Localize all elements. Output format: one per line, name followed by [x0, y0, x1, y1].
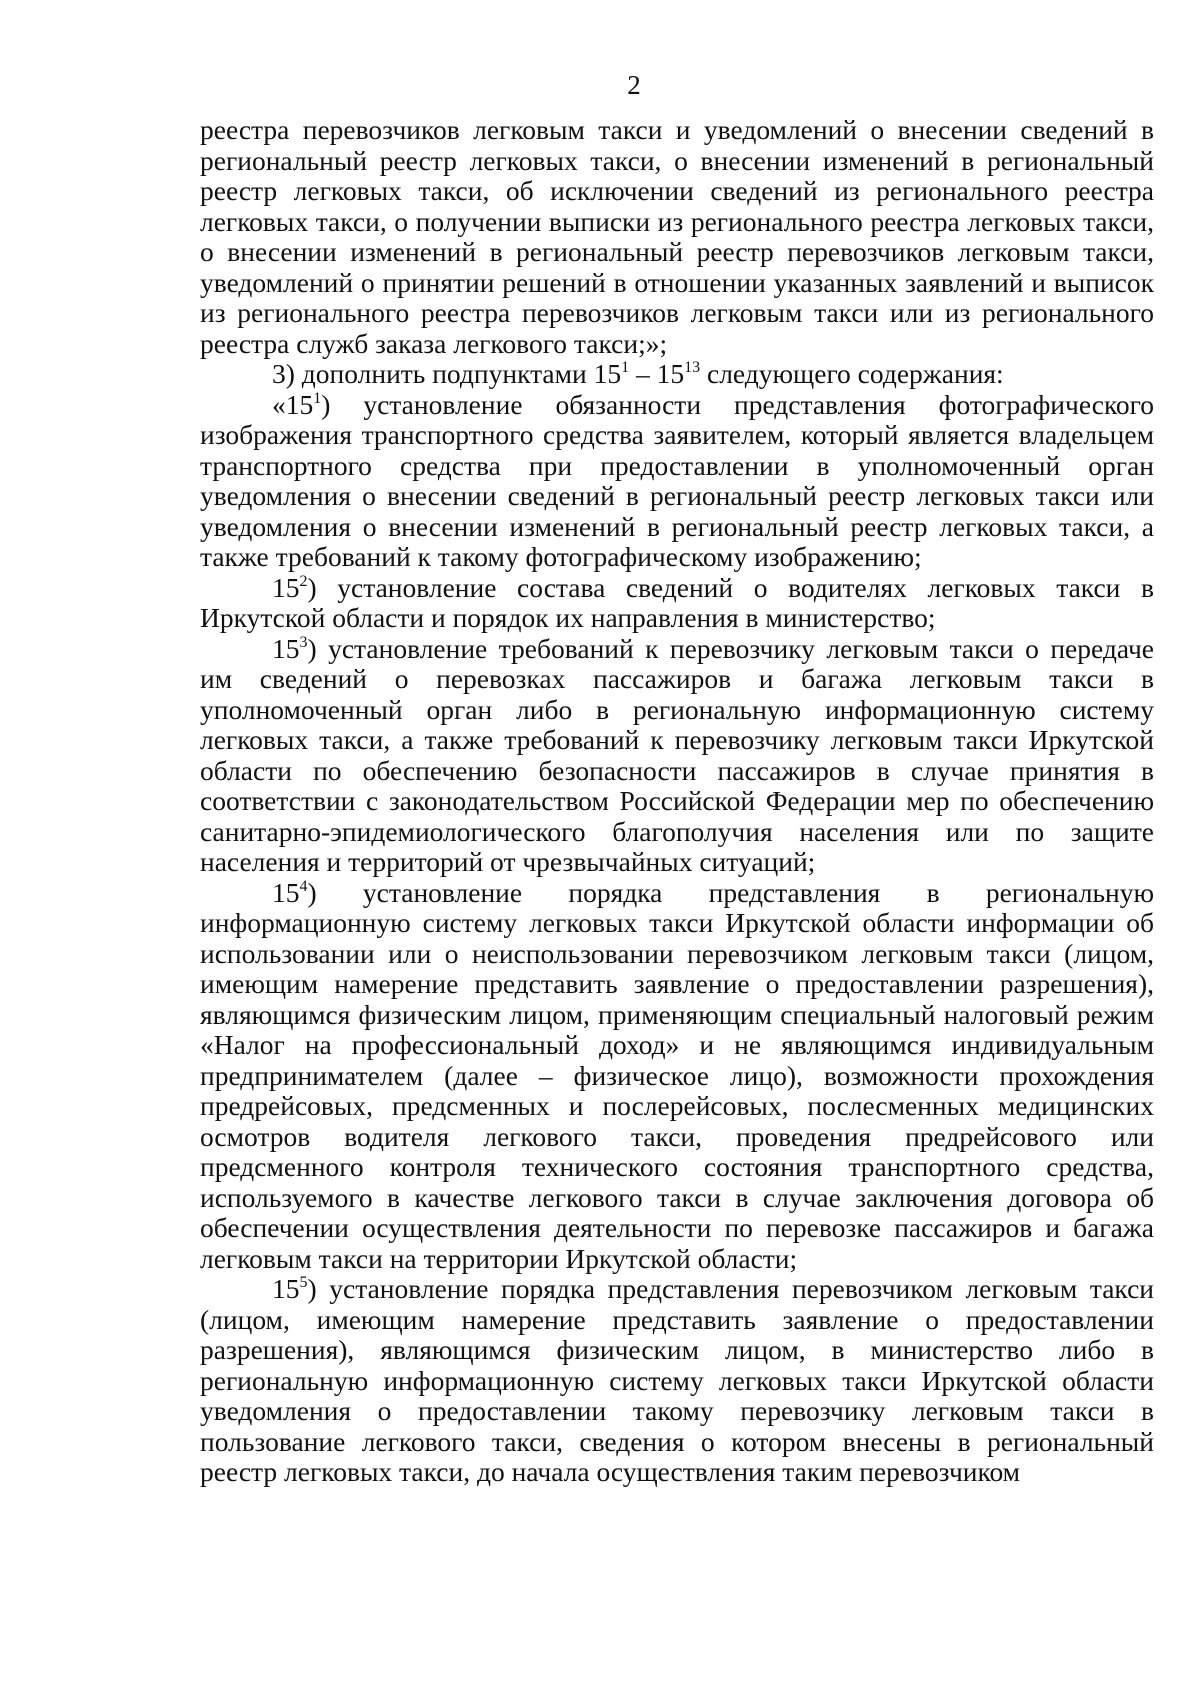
- paragraph: [200, 878, 1154, 1275]
- page-number: 2: [627, 70, 641, 100]
- paragraph-text: 15: [272, 632, 300, 664]
- superscript: 13: [684, 359, 701, 376]
- superscript: 2: [299, 572, 308, 590]
- superscript: 5: [299, 1274, 308, 1291]
- superscript: 4: [299, 877, 308, 895]
- paragraph-text: ) установление обязанности представления фотографического изображения транспортного средства заявителем, который является владельцем транспортного средства при предоставлении в уполномоченный орган уведомления о внесении сведений в региональный реестр легковых такси или уведомления о внесении изменений в региональный реестр легковых такси, а также требований к такому фотографическому изображению;: [200, 388, 1154, 572]
- superscript: 3: [299, 633, 308, 651]
- paragraph: [200, 1274, 1154, 1488]
- paragraph: [200, 634, 1154, 878]
- paragraph-text: ) установление порядка представления в региональную информационную систему легковых такси Иркутской области информации об использовании или о неиспользовании перевозчиком легковым такси (лицом, имеющим намерение представить заявление о предоставлении разрешения), являющимся физическим лицом, применяющим специальный налоговый режим «Налог на профессиональный доход» и не являющимся индивидуальным предпринимателем (далее – физическое лицо), возможности прохождения предрейсовых, предсменных и послерейсовых, послесменных медицинских осмотров водителя легкового такси, проведения предрейсового или предсменного контроля технического состояния транспортного средства, используемого в качестве легкового такси в случае заключения договора об обеспечении осуществления деятельности по перевозке пассажиров и багажа легковым такси на территории Иркутской области;: [200, 876, 1154, 1274]
- paragraph: [200, 359, 1154, 390]
- paragraph: [200, 573, 1154, 634]
- paragraph-text: 15: [272, 571, 300, 603]
- paragraph-text: 15: [272, 1273, 300, 1304]
- superscript: 1: [313, 389, 322, 407]
- paragraph-text: «15: [272, 388, 314, 420]
- paragraph-text: 15: [272, 876, 300, 908]
- paragraph: [200, 390, 1154, 573]
- paragraph-text: 3) дополнить подпунктами 15: [272, 358, 622, 389]
- paragraph-text: – 15: [629, 358, 685, 389]
- paragraph-text: ) установление требований к перевозчику легковым такси о передаче им сведений о перевозках пассажиров и багажа легковым такси в уполномоченный орган либо в региональную информационную систему легковых такси, а также требований к перевозчику легковым такси Иркутской области по обеспечению безопасности пассажиров в случае принятия в соответствии с законодательством Российской Федерации мер по обеспечению санитарно-эпидемиологического благополучия населения или по защите населения и территорий от чрезвычайных ситуаций;: [200, 632, 1154, 877]
- document-body: [200, 115, 1154, 1488]
- paragraph-text: ) установление состава сведений о водителях легковых такси в Иркутской области и порядок их направления в министерство;: [200, 571, 1154, 633]
- superscript: 1: [621, 359, 630, 376]
- paragraph-text: реестра перевозчиков легковым такси и уведомлений о внесении сведений в региональный реестр легковых такси, о внесении изменений в региональный реестр легковых такси, об исключении сведений из регионального реестра легковых такси, о получении выписки из регионального реестра легковых такси, о внесении изменений в региональный реестр перевозчиков легковым такси, уведомлений о принятии решений в отношении указанных заявлений и выписок из регионального реестра перевозчиков легковым такси или из регионального реестра служб заказа легкового такси;»;: [200, 114, 1154, 359]
- paragraph-text: ) установление порядка представления перевозчиком легковым такси (лицом, имеющим намерение представить заявление о предоставлении разрешения), являющимся физическим лицом, в министерство либо в региональную информационную систему легковых такси Иркутской области уведомления о предоставлении такому перевозчику легковым такси в пользование легкового такси, сведения о котором внесены в региональный реестр легковых такси, до начала осуществления таким перевозчиком: [200, 1273, 1154, 1487]
- paragraph-text: следующего содержания:: [700, 358, 1004, 389]
- paragraph: [200, 115, 1154, 359]
